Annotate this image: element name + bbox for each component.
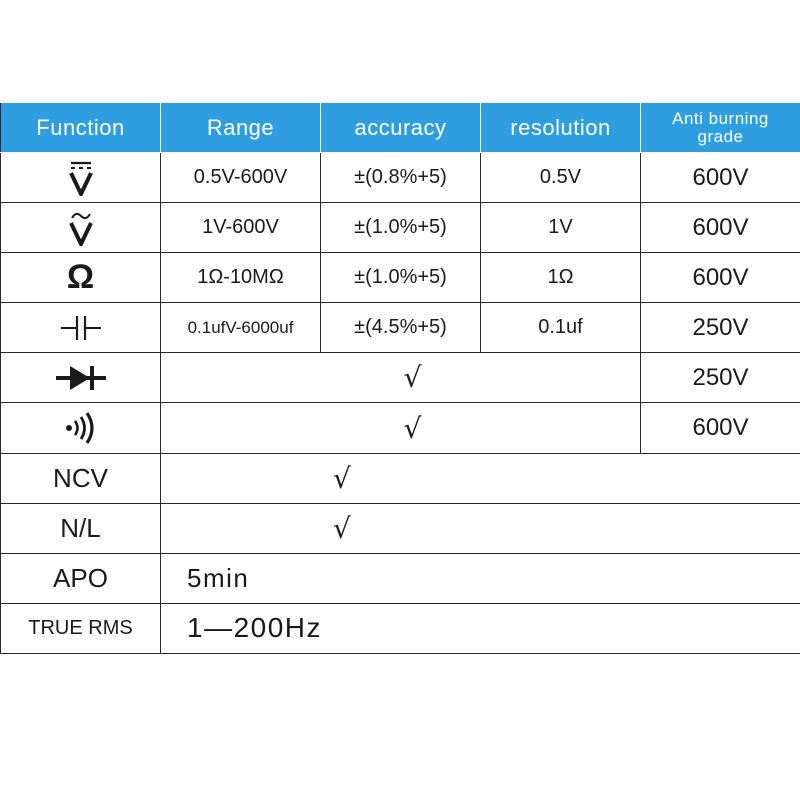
support-cell (161, 453, 800, 503)
ohm-icon (1, 253, 161, 303)
table-row (1, 503, 800, 553)
accuracy-cell: ±(1.0%+5) (321, 203, 481, 253)
diode-icon (1, 353, 161, 403)
header-anti-burning (641, 103, 800, 153)
grade-cell: 250V (641, 303, 800, 353)
table-row (1, 453, 800, 503)
apo-value: 5min (161, 553, 800, 603)
grade-cell: 250V (641, 353, 800, 403)
function-apo: APO (1, 553, 161, 603)
capacitor-icon (1, 303, 161, 353)
header-row (1, 103, 800, 153)
table-row (1, 403, 800, 453)
header-range: Range (161, 103, 321, 153)
support-cell (161, 353, 641, 403)
range-cell: 1Ω-10MΩ (161, 253, 321, 303)
table-row (1, 153, 800, 203)
table-row (1, 303, 800, 353)
table-row (1, 203, 800, 253)
check-mark: √ (333, 461, 351, 495)
accuracy-cell: ±(4.5%+5) (321, 303, 481, 353)
accuracy-cell: ±(1.0%+5) (321, 253, 481, 303)
spec-table (0, 102, 800, 654)
range-cell: 1V-600V (161, 203, 321, 253)
range-cell: 0.1ufV-6000uf (161, 303, 321, 353)
grade-cell: 600V (641, 153, 800, 203)
ac-voltage-icon (1, 203, 161, 253)
true-rms-value: 1—200Hz (161, 603, 800, 653)
resolution-cell: 1V (481, 203, 641, 253)
resolution-cell: 0.1uf (481, 303, 641, 353)
table-row (1, 353, 800, 403)
range-cell: 0.5V-600V (161, 153, 321, 203)
ohm-symbol: Ω (66, 258, 95, 297)
function-true-rms: TRUE RMS (1, 603, 161, 653)
header-resolution: resolution (481, 103, 641, 153)
header-anti-burning-line1: Anti burning (672, 108, 769, 128)
header-accuracy: accuracy (321, 103, 481, 153)
dc-voltage-icon (1, 153, 161, 203)
resolution-cell: 0.5V (481, 153, 641, 203)
table-row (1, 253, 800, 303)
function-ncv: NCV (1, 453, 161, 503)
table-row (1, 603, 800, 653)
header-anti-burning-line2: grade (697, 126, 744, 146)
grade-cell: 600V (641, 253, 800, 303)
table-row (1, 553, 800, 603)
resolution-cell: 1Ω (481, 253, 641, 303)
support-cell (161, 403, 641, 453)
accuracy-cell: ±(0.8%+5) (321, 153, 481, 203)
header-function: Function (1, 103, 161, 153)
support-cell (161, 503, 800, 553)
grade-cell: 600V (641, 403, 800, 453)
grade-cell: 600V (641, 203, 800, 253)
check-mark: √ (403, 411, 422, 445)
check-mark: √ (333, 511, 351, 545)
check-mark: √ (403, 361, 422, 395)
continuity-buzzer-icon (1, 403, 161, 453)
function-nl: N/L (1, 503, 161, 553)
